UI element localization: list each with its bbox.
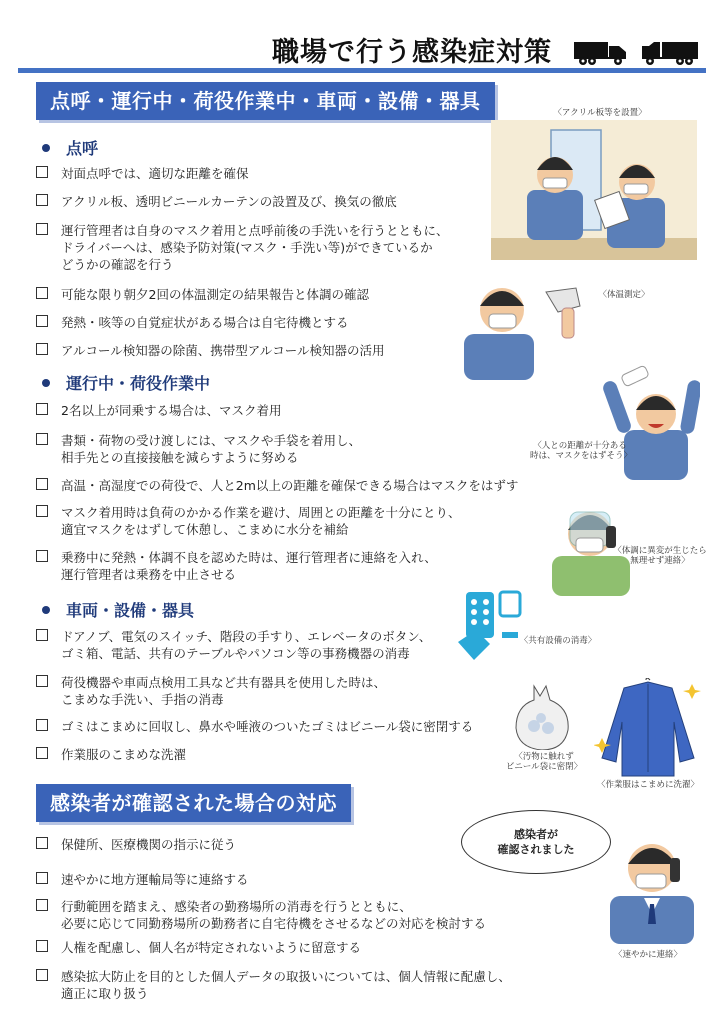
caption-shared: 〈共有設備の消毒〉 xyxy=(519,636,597,646)
acrylic-panel-illustration xyxy=(491,120,697,260)
checklist-item[interactable]: 運行管理者は自身のマスク着用と点呼前後の手洗いを行うとともに、 ドライバーへは、感染予防対策(マスク・手洗い等)ができているか どうかの確認を行う xyxy=(36,222,449,273)
checkbox[interactable] xyxy=(36,433,48,445)
checklist-item[interactable]: 高温・高湿度での荷役で、人と2m以上の距離を確保できる場合はマスクをはずす xyxy=(36,477,518,494)
checklist-item[interactable]: 速やかに地方運輸局等に連絡する xyxy=(36,871,249,888)
checklist-item[interactable]: 2名以上が同乗する場合は、マスク着用 xyxy=(36,402,281,419)
checkbox[interactable] xyxy=(36,223,48,235)
checklist-item[interactable]: 荷役機器や車両点検用工具など共有器具を使用した時は、 こまめな手洗い、手指の消毒 xyxy=(36,674,386,708)
reporting-call-illustration xyxy=(604,826,700,944)
checklist-item[interactable]: マスク着用時は負荷のかかる作業を避け、周囲との距離を十分にとり、 適宜マスクをはずして休憩し、こまめに水分を補給 xyxy=(36,504,461,538)
truck-icon xyxy=(642,40,700,66)
section-banner-measures: 点呼・運行中・荷役作業中・車両・設備・器具 xyxy=(36,82,495,120)
checkbox[interactable] xyxy=(36,940,48,952)
checklist-item[interactable]: 感染拡大防止を目的とした個人データの取扱いについては、個人情報に配慮し、 適正に取り扱う xyxy=(36,968,511,1002)
caption-bag: 〈汚物に触れず ビニール袋に密閉〉 xyxy=(505,752,583,772)
checkbox[interactable] xyxy=(36,550,48,562)
speech-bubble: 感染者が 確認されました xyxy=(461,810,611,874)
caption-unwell: 〈体調に異変が生じたら 無理せず連絡〉 xyxy=(613,546,707,566)
checkbox[interactable] xyxy=(36,899,48,911)
checklist-item[interactable]: 書類・荷物の受け渡しには、マスクや手袋を着用し、 相手先との直接接触を減らすように努める xyxy=(36,432,361,466)
checkbox[interactable] xyxy=(36,315,48,327)
checkbox[interactable] xyxy=(36,505,48,517)
checklist-item[interactable]: 行動範囲を踏まえ、感染者の勤務場所の消毒を行うとともに、 必要に応じて同勤務場所の勤務者に自宅待機をさせるなどの対応を検討する xyxy=(36,898,486,932)
caption-contact: 〈速やかに連絡〉 xyxy=(613,950,682,960)
checkbox[interactable] xyxy=(36,343,48,355)
checklist-item[interactable]: アクリル板、透明ビニールカーテンの設置及び、換気の徹底 xyxy=(36,193,397,210)
subheading-operation: 運行中・荷役作業中 xyxy=(42,371,210,394)
checklist-item[interactable]: ドアノブ、電気のスイッチ、階段の手すり、エレベータのボタン、 ゴミ箱、電話、共有のテーブルやパソコン等の事務機器の消毒 xyxy=(36,628,431,662)
checkbox[interactable] xyxy=(36,969,48,981)
mask-removal-illustration xyxy=(596,362,700,480)
shared-equipment-illustration xyxy=(452,582,526,664)
checklist-item[interactable]: 保健所、医療機関の指示に従う xyxy=(36,836,236,853)
caption-distance: 〈人との距離が十分ある 時は、マスクをはずそう〉 xyxy=(530,441,633,461)
checkbox[interactable] xyxy=(36,837,48,849)
checkbox[interactable] xyxy=(36,403,48,415)
checklist-item[interactable]: 対面点呼では、適切な距離を確保 xyxy=(36,165,249,182)
caption-acrylic: 〈アクリル板等を設置〉 xyxy=(553,108,647,118)
bullet-icon xyxy=(42,144,50,152)
header-rule xyxy=(18,68,706,73)
section-banner-infection-response: 感染者が確認された場合の対応 xyxy=(36,784,351,822)
checkbox[interactable] xyxy=(36,287,48,299)
checklist-item[interactable]: アルコール検知器の除菌、携帯型アルコール検知器の活用 xyxy=(36,342,385,359)
work-uniform-illustration xyxy=(594,678,704,778)
bullet-icon xyxy=(42,606,50,614)
checklist-item[interactable]: 人権を配慮し、個人名が特定されないように留意する xyxy=(36,939,361,956)
bullet-icon xyxy=(42,379,50,387)
subheading-vehicles: 車両・設備・器具 xyxy=(42,598,194,621)
checklist-item[interactable]: 発熱・咳等の自覚症状がある場合は自宅待機とする xyxy=(36,314,349,331)
checkbox[interactable] xyxy=(36,675,48,687)
caption-temperature: 〈体温測定〉 xyxy=(598,290,650,300)
checkbox[interactable] xyxy=(36,629,48,641)
checklist-item[interactable]: 乗務中に発熱・体調不良を認めた時は、運行管理者に連絡を入れ、 運行管理者は乗務を中止させる xyxy=(36,549,437,583)
checklist-item[interactable]: 可能な限り朝夕2回の体温測定の結果報告と体調の確認 xyxy=(36,286,369,303)
checkbox[interactable] xyxy=(36,719,48,731)
checkbox[interactable] xyxy=(36,194,48,206)
checkbox[interactable] xyxy=(36,747,48,759)
subheading-roll-call: 点呼 xyxy=(42,136,98,159)
truck-icon xyxy=(574,40,628,66)
checkbox[interactable] xyxy=(36,872,48,884)
checkbox[interactable] xyxy=(36,478,48,490)
checkbox[interactable] xyxy=(36,166,48,178)
sealed-bag-illustration xyxy=(510,680,576,750)
checklist-item[interactable]: 作業服のこまめな洗濯 xyxy=(36,746,186,763)
page-title: 職場で行う感染症対策 xyxy=(272,37,552,68)
caption-uniform: 〈作業服はこまめに洗濯〉 xyxy=(596,780,699,790)
temperature-check-illustration xyxy=(462,272,608,380)
checklist-item[interactable]: ゴミはこまめに回収し、鼻水や唾液のついたゴミはビニール袋に密閉する xyxy=(36,718,473,735)
